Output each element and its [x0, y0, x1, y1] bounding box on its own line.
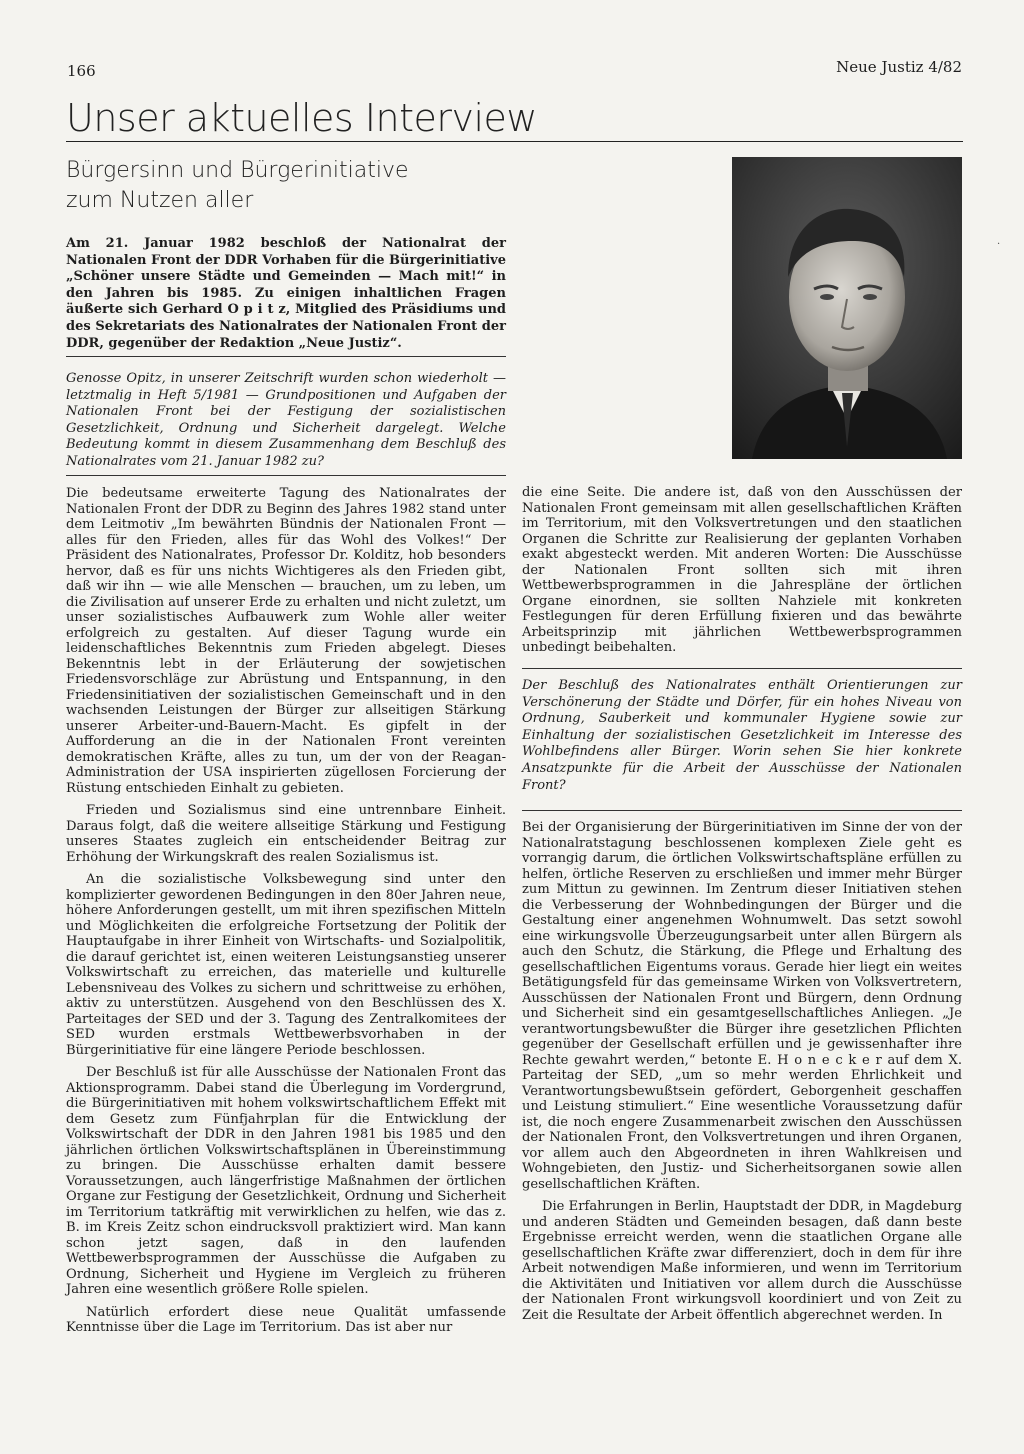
portrait-image — [732, 157, 962, 459]
title-rule — [66, 141, 963, 142]
question-1-rule — [66, 475, 506, 476]
left-paragraph: Die bedeutsame erweiterte Tagung des Nationalrates der Nationalen Front der DDR zu Beginn des Jahres 1982 stand unter dem Leitmotiv „Im bewährten Bündnis der Nationalen Front — alles für den Frieden, alles für das Wohl des Volkes!“ Der Präsident des Nationalrates, Professor Dr. Kolditz, hob besonders hervor, daß es für uns nichts Wichtigeres als den Frieden gibt, daß wir ihn — wie alle Menschen — brauchen, um zu leben, um die Zivilisation auf unserer Erde zu erhalten und nicht zuletzt, um unser sozialistisches Aufbauwerk zum Wohle aller weiter erfolgreich zu gestalten. Auf dieser Tagung wurde ein leidenschaftliches Bekenntnis zum Frieden abgelegt. Dieses Bekenntnis lebt in der Erläuterung der sowjetischen Friedensvorschläge zur Abrüstung und Entspannung, in den Friedensinitiativen der sozialistischen Gemeinschaft und in den wachsenden Leistungen der Bürger zur allseitigen Stärkung unserer Arbeiter-und-Bauern-Macht. Es gipfelt in der Aufforderung an die in der Nationalen Front vereinten demokratischen Kräfte, alles zu tun, um der von der Reagan-Administration der USA inspirierten zügellosen Forcierung der Rüstung entschieden Einhalt zu gebieten. — [66, 486, 506, 796]
page-title: Unser aktuelles Interview — [66, 96, 537, 140]
article-intro: Am 21. Januar 1982 beschloß der Nationalrat der Nationalen Front der DDR Vorhaben für die Bürgerinitiative „Schöner unsere Städte und Gemeinden — Mach mit!“ in den Jahren bis 1985. Zu einigen inhaltlichen Fragen äußerte sich Gerhard O p i t z, Mitglied des Präsidiums und des Sekretariats des Nationalrates der Nationalen Front der DDR, gegenüber der Redaktion „Neue Justiz“. — [66, 236, 506, 351]
interview-question-1: Genosse Opitz, in unserer Zeitschrift wurden schon wiederholt — letztmalig in Heft 5/1981 — Grundpositionen und Aufgaben der Nationalen Front bei der Festigung der sozialistischen Gesetzlichkeit, Ordnung und Sicherheit dargelegt. Welche Bedeutung kommt in diesem Zusammenhang dem Beschluß des Nationalrates vom 21. Januar 1982 zu? — [66, 371, 506, 469]
intro-rule — [66, 356, 506, 357]
page-number: 166 — [67, 62, 96, 80]
right-column-top — [522, 485, 962, 663]
right-paragraph: Die Erfahrungen in Berlin, Hauptstadt der DDR, in Magdeburg und anderen Städten und Gemeinden besagen, daß dann beste Ergebnisse erreicht werden, wenn die staatlichen Organe alle gesellschaftlichen Kräfte zwar differenziert, doch in dem für ihre Arbeit notwendigen Maße informieren, und wenn im Territorium die Aktivitäten und Initiativen vor allem durch die Ausschüsse der Nationalen Front wirkungsvoll koordiniert und von Zeit zu Zeit die Resultate der Arbeit öffentlich abgerechnet werden. In — [522, 1199, 962, 1323]
question-2-rule-top — [522, 668, 962, 669]
left-paragraph: Frieden und Sozialismus sind eine untrennbare Einheit. Daraus folgt, daß die weitere allseitige Stärkung und Festigung unseres Staates zugleich ein entscheidender Beitrag zur Erhöhung der Wirkungskraft des realen Sozialismus ist. — [66, 803, 506, 865]
interview-question-2: Der Beschluß des Nationalrates enthält Orientierungen zur Verschönerung der Städte und Dörfer, für ein hohes Niveau von Ordnung, Sauberkeit und kommunaler Hygiene sowie zur Einhaltung der sozialistischen Gesetzlichkeit im Interesse des Wohlbefindens aller Bürger. Worin sehen Sie hier konkrete Ansatzpunkte für die Arbeit der Ausschüsse der Nationalen Front? — [522, 678, 962, 793]
left-paragraph: Der Beschluß ist für alle Ausschüsse der Nationalen Front das Aktionsprogramm. Dabei stand die Überlegung im Vordergrund, die Bürgerinitiativen mit hohem volkswirtschaftlichem Effekt mit dem Gesetz zum Fünfjahrplan für die Entwicklung der Volkswirtschaft der DDR in den Jahren 1981 bis 1985 und den jährlichen örtlichen Volkswirtschaftsplänen in Übereinstimmung zu bringen. Die Ausschüsse erhalten damit bessere Voraussetzungen, auch längerfristige Maßnahmen der örtlichen Organe zur Festigung der Gesetzlichkeit, Ordnung und Sicherheit im Territorium tatkräftig mit verwirklichen zu helfen, wie das z. B. im Kreis Zeitz schon eindrucksvoll praktiziert wird. Man kann schon jetzt sagen, daß in den laufenden Wettbewerbsprogrammen der Ausschüsse die Aufgaben zu Ordnung, Sicherheit und Hygiene im Vergleich zu früheren Jahren eine wesentlich größere Rolle spielen. — [66, 1065, 506, 1297]
left-column — [66, 486, 506, 1343]
margin-mark: · — [997, 239, 1001, 250]
subtitle-line-1: Bürgersinn und Bürgerinitiative — [66, 158, 409, 183]
right-paragraph: die eine Seite. Die andere ist, daß von den Ausschüssen der Nationalen Front gemeinsam mit allen gesellschaftlichen Kräften im Territorium, mit den Volksvertretungen und den staatlichen Organen die Schritte zur Realisierung der geplanten Vorhaben exakt abgesteckt werden. Mit anderen Worten: Die Ausschüsse der Nationalen Front sollten sich mit ihren Wettbewerbsprogrammen in die Jahrespläne der örtlichen Organe einordnen, sie sollten Nahziele mit konkreten Festlegungen für deren Erfüllung fixieren und das bewährte Arbeitsprinzip mit jährlichen Wettbewerbsprogrammen unbedingt beibehalten. — [522, 485, 962, 655]
right-paragraph: Bei der Organisierung der Bürgerinitiativen im Sinne der von der Nationalratstagung beschlossenen komplexen Ziele geht es vorrangig darum, die örtlichen Volkswirtschaftspläne erfüllen zu helfen, örtliche Reserven zu erschließen und immer mehr Bürger zum Mittun zu gewinnen. Im Zentrum dieser Initiativen stehen die Verbesserung der Wohnbedingungen der Bürger und die Gestaltung einer angenehmen Wohnumwelt. Das setzt sowohl eine wirkungsvolle Überzeugungsarbeit unter allen Bürgern als auch den Schutz, die Stärkung, die Pflege und Erhaltung des gesellschaftlichen Eigentums voraus. Gerade hier liegt ein weites Betätigungsfeld für das gemeinsame Wirken von Volksvertretern, Ausschüssen der Nationalen Front und Bürgern, denn Ordnung und Sicherheit sind ein gesamtgesellschaftliches Anliegen. „Je verantwortungsbewußter die Bürger ihre gesetzlichen Pflichten gegenüber der Gesellschaft erfüllen und je gewissenhafter ihre Rechte gewahrt werden,“ betonte E. H o n e c k e r auf dem X. Parteitag der SED, „um so mehr werden Ehrlichkeit und Verantwortungsbewußtsein gefördert, Geborgenheit geschaffen und Leistung stimuliert.“ Eine wesentliche Voraussetzung dafür ist, die noch engere Zusammenarbeit zwischen den Ausschüssen der Nationalen Front, den Volksvertretungen und ihren Organen, vor allem auch den Abgeordneten in ihren Wahlkreisen und Wohngebieten, den Justiz- und Sicherheitsorganen sowie allen gesellschaftlichen Kräften. — [522, 820, 962, 1192]
right-column-bottom — [522, 820, 962, 1330]
subtitle-line-2: zum Nutzen aller — [66, 188, 254, 213]
left-paragraph: An die sozialistische Volksbewegung sind unter den komplizierter gewordenen Bedingungen in den 80er Jahren neue, höhere Anforderungen gestellt, um mit ihren spezifischen Mitteln und Möglichkeiten die erfolgreiche Fortsetzung der Politik der Hauptaufgabe in ihrer Einheit von Wirtschafts- und Sozialpolitik, die darauf gerichtet ist, einen weiteren Leistungsanstieg unserer Volkswirtschaft zu erreichen, das materielle und kulturelle Lebensniveau des Volkes zu sichern und schrittweise zu erhöhen, aktiv zu unterstützen. Ausgehend von den Beschlüssen des X. Parteitages der SED und der 3. Tagung des Zentralkomitees der SED wurden erstmals Wettbewerbsvorhaben in der Bürgerinitiative für eine längere Periode beschlossen. — [66, 872, 506, 1058]
article-subtitle — [66, 156, 486, 216]
question-2-rule-bottom — [522, 810, 962, 811]
portrait-photo — [732, 157, 962, 459]
left-paragraph: Natürlich erfordert diese neue Qualität umfassende Kenntnisse über die Lage im Territorium. Das ist aber nur — [66, 1304, 506, 1335]
journal-issue: Neue Justiz 4/82 — [836, 58, 962, 76]
